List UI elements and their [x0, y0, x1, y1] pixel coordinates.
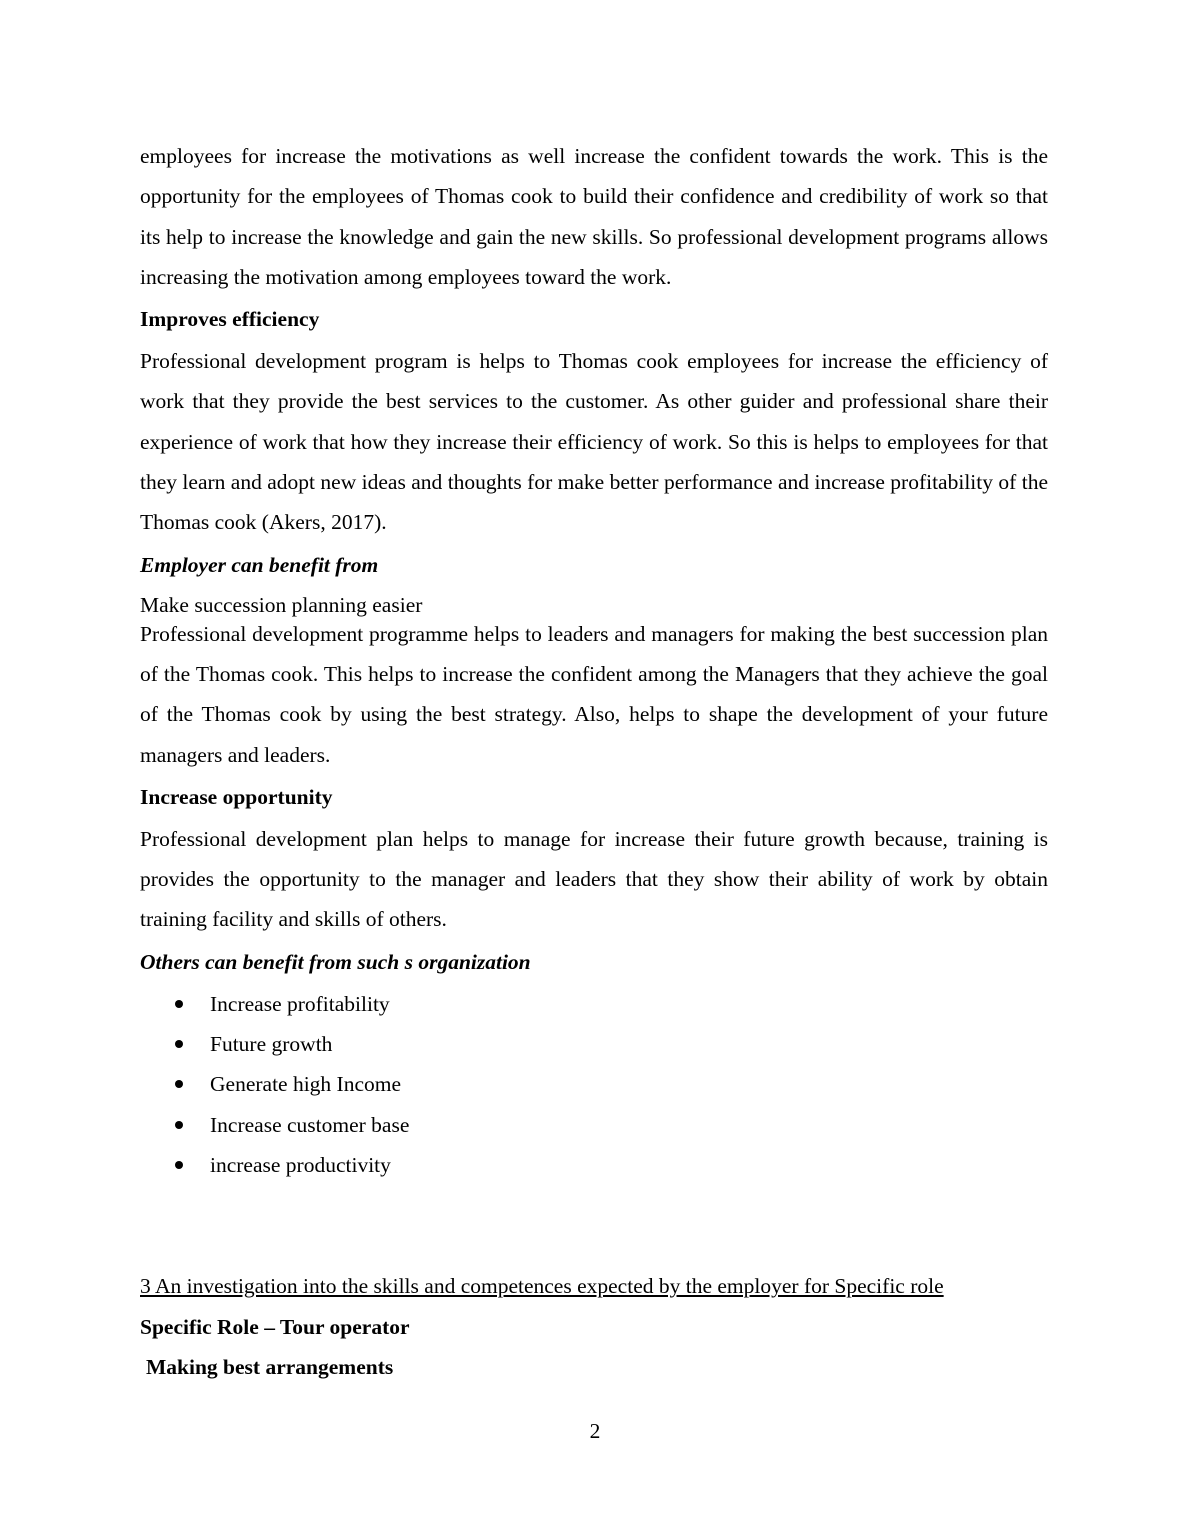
bullet-icon — [175, 1121, 183, 1129]
paragraph-motivation: employees for increase the motivations as well increase the confident towards the work. This is the opportunity for the employees of Thomas cook to build their confidence and credibility of work so that its help to increase the knowledge and gain the new skills. So professional development programs allows increasing the motivation among employees toward the work. — [140, 144, 1048, 289]
heading-others-benefit: Others can benefit from such s organization — [140, 949, 531, 974]
blank-space — [140, 1185, 1048, 1266]
section-3-heading: 3 An investigation into the skills and competences expected by the employer for Specific role — [140, 1274, 944, 1299]
bullet-icon — [175, 1000, 183, 1008]
heading-making-arrangements: Making best arrangements — [146, 1354, 394, 1379]
bullet-icon — [175, 1080, 183, 1088]
paragraph-opportunity: Professional development plan helps to manage for increase their future growth because, training is provides the opportunity to the manager and leaders that they show their ability of work by obtain training facility and skills of others. — [140, 826, 1048, 932]
paragraph-succession: Professional development programme helps to leaders and managers for making the best succession plan of the Thomas cook. This helps to increase the confident among the Managers that they achieve the goal of the Thomas cook by using the best strategy. Also, helps to shape the development of your future managers and leaders. — [140, 621, 1048, 767]
page-number: 2 — [589, 1419, 601, 1443]
list-item: increase productivity — [140, 1145, 1048, 1185]
paragraph-efficiency: Professional development program is helps to Thomas cook employees for increase the efficiency of work that they provide the best services to the customer. As other guider and professional share their experience of work that how they increase their efficiency of work. So this is helps to employees for that they learn and adopt new ideas and thoughts for make better performance and increase profitability of the Thomas cook (Akers, 2017). — [140, 349, 1048, 535]
list-item: Increase profitability — [140, 984, 1048, 1024]
list-item: Future growth — [140, 1024, 1048, 1064]
heading-employer-benefit: Employer can benefit from — [140, 552, 379, 577]
subheading-succession: Make succession planning easier — [140, 592, 423, 617]
document-body — [140, 136, 1048, 1387]
list-item: Generate high Income — [140, 1064, 1048, 1104]
heading-increase-opportunity: Increase opportunity — [140, 784, 333, 809]
heading-specific-role: Specific Role – Tour operator — [140, 1314, 410, 1339]
bullet-icon — [175, 1161, 183, 1169]
heading-improves-efficiency: Improves efficiency — [140, 307, 320, 332]
list-item: Increase customer base — [140, 1105, 1048, 1145]
bullet-icon — [175, 1040, 183, 1048]
benefit-list — [140, 984, 1048, 1185]
